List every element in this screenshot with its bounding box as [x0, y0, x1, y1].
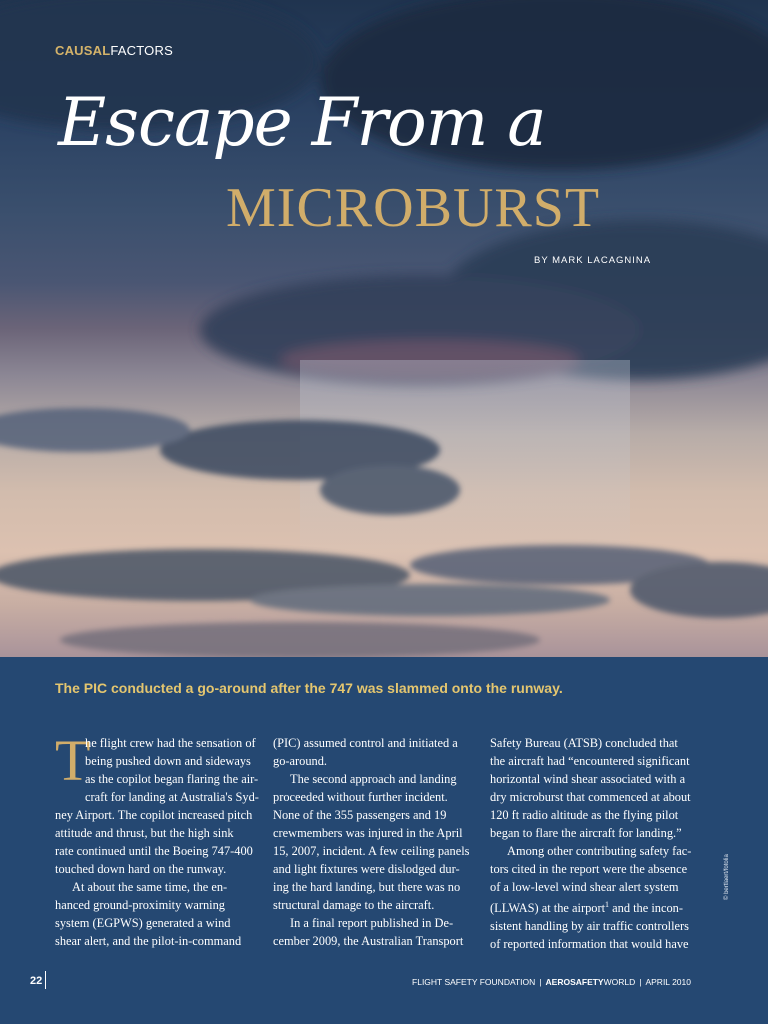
dropcap: T: [55, 728, 91, 793]
text-line: shear alert, and the pilot-in-command: [55, 934, 242, 948]
section-kicker: [55, 43, 173, 58]
text-line: tors cited in the report were the absence: [490, 862, 688, 876]
paragraph: [273, 734, 475, 770]
title-line-2: MICROBURST: [226, 177, 601, 239]
text-line: as the copilot began flaring the air-: [85, 772, 259, 786]
paragraph: [273, 932, 475, 950]
text-line: None of the 355 passengers and 19: [273, 808, 447, 822]
running-footer: FLIGHT SAFETY FOUNDATION | AEROSAFETYWORLD | APRIL 2010: [412, 977, 691, 987]
paragraph: [55, 788, 257, 878]
paragraph: [55, 728, 259, 793]
paragraph: [55, 878, 257, 896]
text-line: In a final report published in De-: [290, 916, 454, 930]
paragraph: [55, 896, 257, 950]
text-line: (PIC) assumed control and initiated a: [273, 736, 458, 750]
photo-credit: © bertlaert/fotolia: [724, 854, 730, 900]
text-line: ing the hard landing, but there was no: [273, 880, 461, 894]
footer-mag-bold: AEROSAFETY: [545, 977, 604, 987]
paragraph: [490, 734, 692, 842]
footer-mag-rest: WORLD: [603, 977, 636, 987]
text-line: of reported information that would have: [490, 937, 689, 952]
text-line: 120 ft radio altitude as the flying pilot: [490, 808, 679, 822]
text-fragment: (LLWAS) at the airport: [490, 901, 606, 916]
title-line-1: Escape From a: [58, 84, 546, 161]
text-line: began to flare the aircraft for landing.”: [490, 826, 682, 840]
body-column-2: [273, 734, 475, 950]
text-line: 15, 2007, incident. A few ceiling panels: [273, 844, 470, 858]
text-line: structural damage to the aircraft.: [273, 898, 435, 912]
text-line: The second approach and landing: [290, 772, 457, 786]
byline: BY MARK LACAGNINA: [534, 255, 652, 266]
text-fragment: and the incon-: [609, 901, 684, 916]
text-line: and light fixtures were dislodged dur-: [273, 862, 460, 876]
text-line: go-around.: [273, 754, 328, 768]
body-column-3: [490, 734, 692, 953]
footer-org: FLIGHT SAFETY FOUNDATION: [412, 977, 536, 987]
paragraph: [490, 860, 692, 953]
text-line: proceeded without further incident.: [273, 790, 448, 804]
text-line: crewmembers was injured in the April: [273, 826, 463, 840]
page-number-divider: [45, 971, 46, 989]
text-line: At about the same time, the en-: [72, 880, 228, 894]
text-line: system (EGPWS) generated a wind: [55, 916, 231, 930]
text-line: touched down hard on the runway.: [55, 862, 227, 876]
text-line: hanced ground-proximity warning: [55, 898, 225, 912]
body-column-1: [55, 728, 259, 950]
text-line: the aircraft had “encountered significant: [490, 754, 690, 768]
text-line: Among other contributing safety fac-: [507, 844, 692, 858]
paragraph: [273, 914, 475, 932]
page-number: 22: [30, 975, 43, 987]
text-line: Safety Bureau (ATSB) concluded that: [490, 736, 678, 750]
paragraph: [273, 788, 475, 914]
kicker-factors: FACTORS: [110, 43, 173, 58]
text-line: he flight crew had the sensation of: [85, 736, 256, 750]
paragraph: [490, 842, 692, 860]
kicker-causal: CAUSAL: [55, 43, 111, 58]
text-line: dry microburst that commenced at about: [490, 790, 691, 804]
text-line: craft for landing at Australia's Syd-: [85, 790, 259, 804]
text-line: attitude and thrust, but the high sink: [55, 826, 234, 840]
text-line: [490, 896, 692, 917]
text-line: sistent handling by air traffic controllers: [490, 919, 690, 934]
footer-date: APRIL 2010: [645, 977, 691, 987]
text-line: ney Airport. The copilot increased pitch: [55, 808, 253, 822]
text-line: of a low-level wind shear alert system: [490, 880, 679, 894]
paragraph: [273, 770, 475, 788]
footnote-marker: 1: [605, 900, 610, 909]
text-line: rate continued until the Boeing 747-400: [55, 844, 253, 858]
text-line: being pushed down and sideways: [85, 754, 251, 768]
deck-subtitle: The PIC conducted a go-around after the 747 was slammed onto the runway.: [55, 680, 563, 696]
text-line: horizontal wind shear associated with a: [490, 772, 686, 786]
text-line: cember 2009, the Australian Transport: [273, 934, 464, 948]
